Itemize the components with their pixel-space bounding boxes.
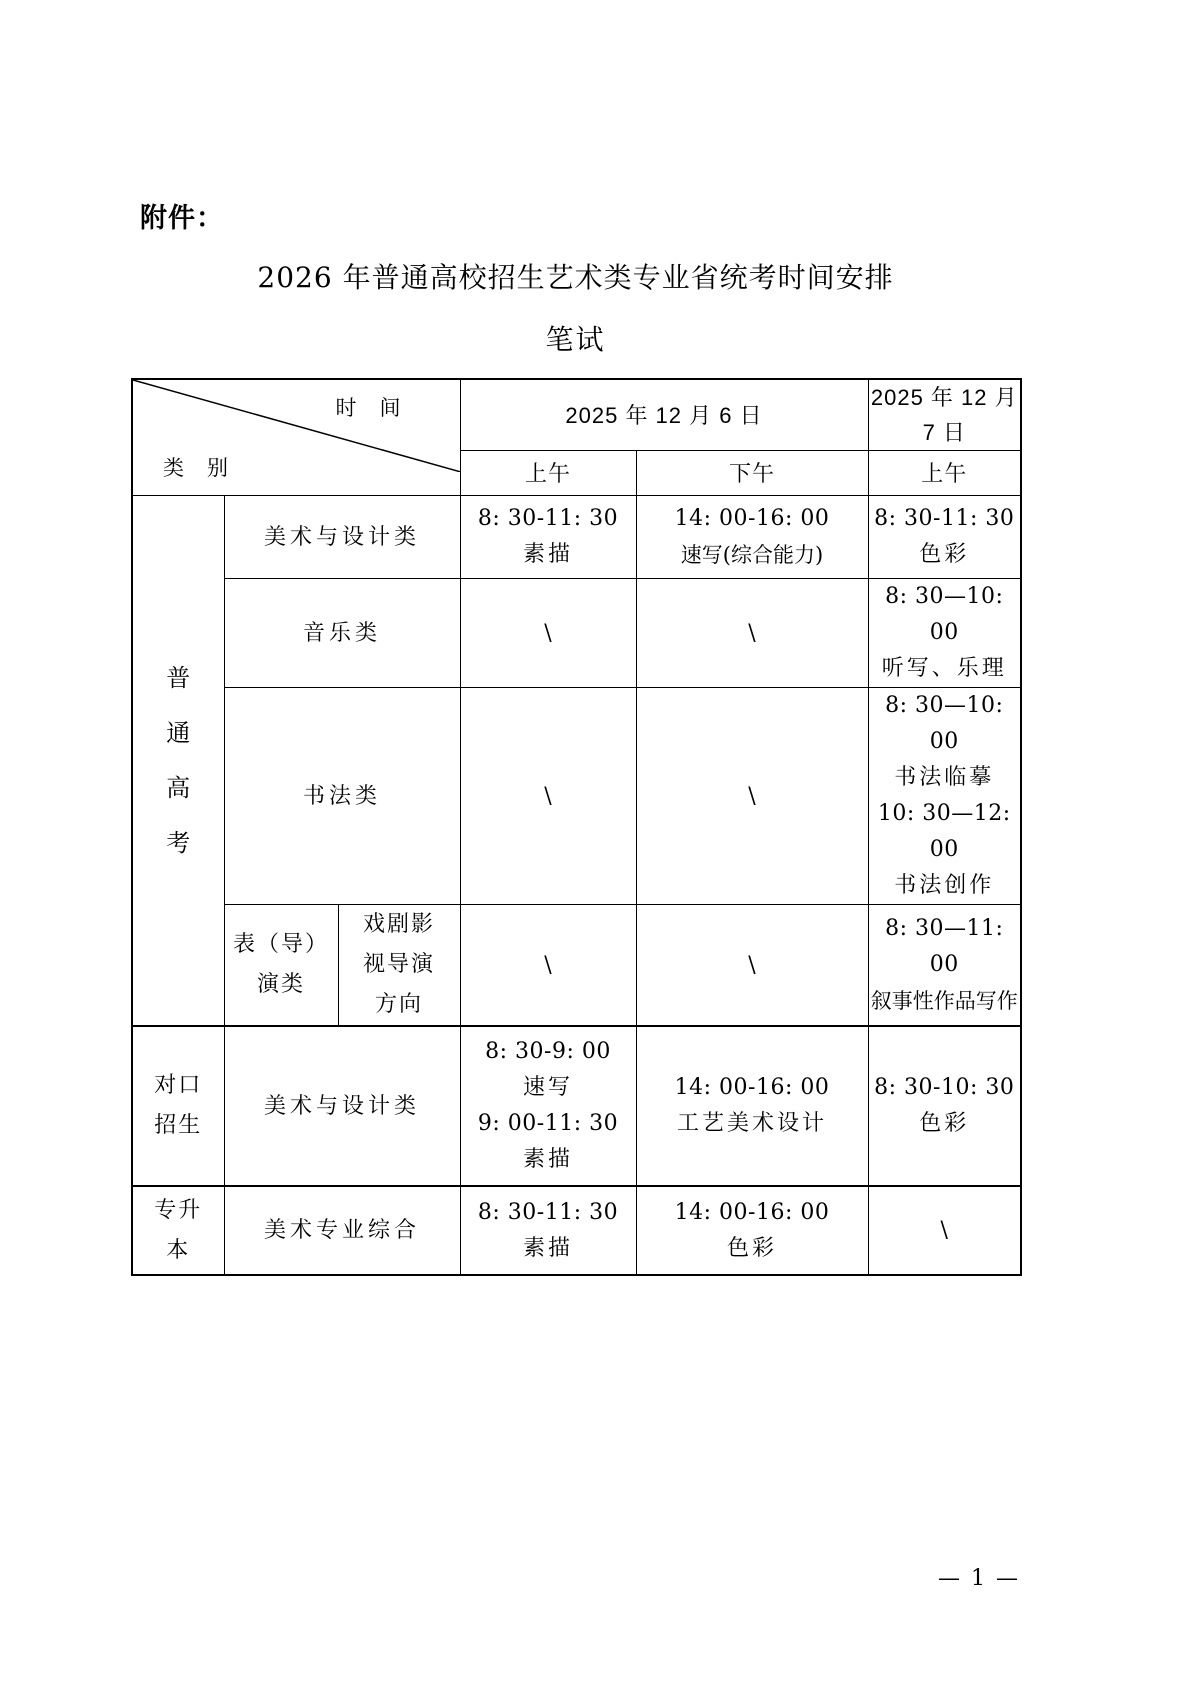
- cell-zsb-dec7-am: \: [868, 1186, 1021, 1275]
- section-label-zhuanshengben: 专升 本: [132, 1186, 224, 1275]
- session-header-dec7-am: 上午: [868, 451, 1021, 496]
- session-header-dec6-pm: 下午: [636, 451, 868, 496]
- cell-calligraphy-dec6-am: \: [460, 688, 636, 905]
- corner-header-cell: [132, 379, 460, 496]
- session-header-dec6-am: 上午: [460, 451, 636, 496]
- table-row-gaokao-art-design: [132, 496, 1021, 579]
- row-label-music: 音乐类: [224, 579, 460, 688]
- row-label-art-design: 美术与设计类: [224, 496, 460, 579]
- table-row-gaokao-performance: [132, 905, 1021, 1027]
- table-row-gaokao-calligraphy: [132, 688, 1021, 905]
- cell-art-design-dec7-am: 8: 30-11: 30 色彩: [868, 496, 1021, 579]
- cell-performance-dec6-pm: \: [636, 905, 868, 1027]
- cell-music-dec6-pm: \: [636, 579, 868, 688]
- table-row-zhuanshengben-art: [132, 1186, 1021, 1275]
- cell-art-design-dec6-am: 8: 30-11: 30 素描: [460, 496, 636, 579]
- cell-performance-dec7-am: 8: 30—11: 00 叙事性作品写作: [868, 905, 1021, 1027]
- cell-music-dec7-am: 8: 30—10: 00 听写、乐理: [868, 579, 1021, 688]
- section-label-gaokao: 普 通 高 考: [132, 496, 224, 1027]
- row-label-duikou-art-design: 美术与设计类: [224, 1026, 460, 1186]
- attachment-label: 附件：: [140, 203, 224, 233]
- cell-zsb-dec6-am: 8: 30-11: 30 素描: [460, 1186, 636, 1275]
- corner-category-label: 类 别: [163, 457, 229, 480]
- section-label-duikou: 对口 招生: [132, 1026, 224, 1186]
- cell-performance-dec6-am: \: [460, 905, 636, 1027]
- date-header-dec7: 2025 年 12 月 7 日: [868, 379, 1021, 451]
- cell-duikou-dec6-pm: 14: 00-16: 00 工艺美术设计: [636, 1026, 868, 1186]
- page-number: — 1 —: [938, 1566, 1020, 1591]
- cell-calligraphy-dec6-pm: \: [636, 688, 868, 905]
- exam-schedule-table: [131, 378, 1022, 1276]
- document-subtitle: 笔试: [545, 323, 606, 356]
- cell-zsb-dec6-pm: 14: 00-16: 00 色彩: [636, 1186, 868, 1275]
- cell-duikou-dec7-am: 8: 30-10: 30 色彩: [868, 1026, 1021, 1186]
- row-sublabel-drama-film-directing: 戏剧影 视导演 方向: [338, 905, 460, 1027]
- row-label-performance: 表（导） 演类: [224, 905, 338, 1027]
- document-title: 2026 年普通高校招生艺术类专业省统考时间安排: [257, 261, 894, 294]
- cell-music-dec6-am: \: [460, 579, 636, 688]
- table-row-gaokao-music: [132, 579, 1021, 688]
- date-header-dec6: 2025 年 12 月 6 日: [460, 379, 868, 451]
- cell-art-design-dec6-pm: 14: 00-16: 00 速写(综合能力): [636, 496, 868, 579]
- cell-calligraphy-dec7-am: 8: 30—10: 00 书法临摹 10: 30—12: 00 书法创作: [868, 688, 1021, 905]
- row-label-calligraphy: 书法类: [224, 688, 460, 905]
- table-row-duikou-art-design: [132, 1026, 1021, 1186]
- cell-duikou-dec6-am: 8: 30-9: 00 速写 9: 00-11: 30 素描: [460, 1026, 636, 1186]
- corner-time-label: 时 间: [335, 397, 402, 420]
- row-label-zsb-art: 美术专业综合: [224, 1186, 460, 1275]
